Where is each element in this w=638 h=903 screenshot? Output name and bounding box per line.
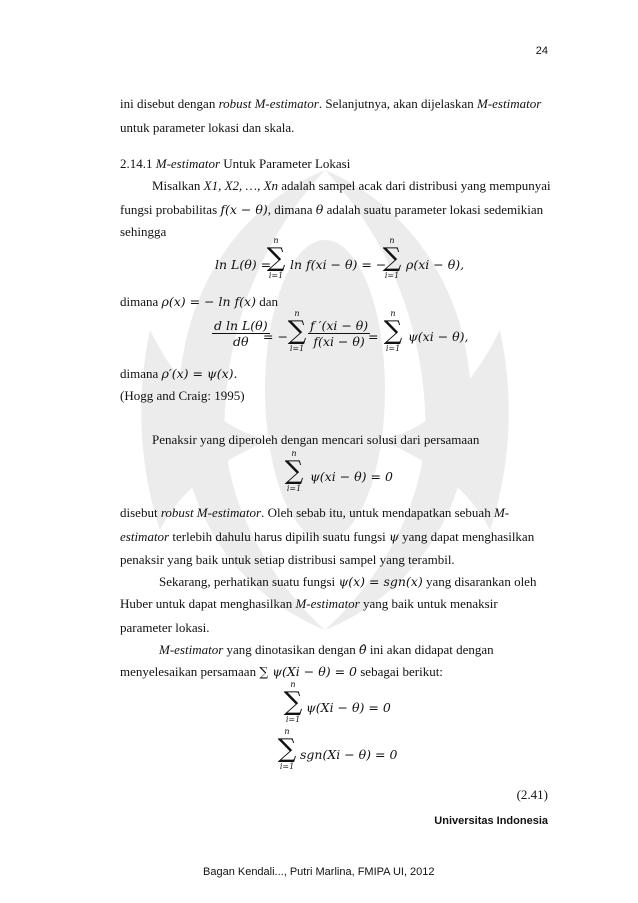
math-inline: θ xyxy=(315,202,324,217)
math-vars: X1, X2, …, Xn xyxy=(203,178,279,193)
text-line: parameter lokasi. xyxy=(120,620,210,635)
text: yang disarankan oleh xyxy=(422,574,537,589)
sum-upper: n xyxy=(284,727,290,736)
math-inline: ψ xyxy=(389,529,399,544)
sum-symbol xyxy=(379,236,405,280)
sum-upper: n xyxy=(273,236,279,245)
math-inline: ∑ ψ(Xi − θ) = 0 xyxy=(259,664,357,679)
text-line xyxy=(120,366,238,382)
text: Misalkan xyxy=(152,178,204,193)
text: ini disebut dengan xyxy=(120,96,219,111)
text-italic: M-estimator xyxy=(295,596,360,611)
equation-5-body: sgn(Xi − θ) = 0 xyxy=(300,747,398,762)
text-line xyxy=(159,642,494,658)
sigma-icon: ∑ xyxy=(287,316,307,346)
text: yang baik untuk menaksir xyxy=(359,596,498,611)
page-footer: Bagan Kendali..., Putri Marlina, FMIPA UI, 2012 xyxy=(203,866,435,878)
equation-2-eq2: = xyxy=(368,329,379,344)
fraction-denominator: f(xi − θ) xyxy=(313,334,365,349)
text-line xyxy=(159,574,536,590)
text: menyelesaikan persamaan xyxy=(120,664,260,679)
text: adalah sampel acak dari distribusi yang mempunyai xyxy=(278,178,551,193)
text-italic: M-estimator xyxy=(159,642,224,657)
text: adalah suatu parameter lokasi sedemikian xyxy=(323,202,544,217)
sigma-icon: ∑ xyxy=(283,687,303,717)
fraction-numerator: d ln L(θ) xyxy=(214,318,268,333)
sum-upper: n xyxy=(390,309,396,318)
text-italic: M-estimator xyxy=(476,96,542,111)
text: fungsi probabilitas xyxy=(120,202,221,217)
sigma-icon: ∑ xyxy=(284,456,304,486)
sum-lower: i=1 xyxy=(385,344,401,353)
math-inline: ψ(x) = sgn(x) xyxy=(338,574,423,589)
text-line xyxy=(120,664,443,680)
equation-2-frac1 xyxy=(212,318,270,349)
sigma-icon: ∑ xyxy=(383,316,403,346)
sum-lower: i=1 xyxy=(289,344,305,353)
sum-symbol xyxy=(380,309,406,353)
sum-lower: i=1 xyxy=(384,271,400,280)
text: terlebih dahulu harus dipilih suatu fungsi xyxy=(169,529,390,544)
text-italic: estimator xyxy=(120,529,170,544)
math-inline: ρ(x) = − ln f(x) xyxy=(161,294,256,309)
sum-symbol xyxy=(263,236,289,280)
university-label: Universitas Indonesia xyxy=(434,815,548,827)
text-line: Penaksir yang diperoleh dengan mencari solusi dari persamaan xyxy=(152,432,480,447)
text-italic: robust M-estimator xyxy=(160,505,262,520)
page-number: 24 xyxy=(535,45,548,57)
text: , dimana xyxy=(267,202,316,217)
equation-2-eq: = − xyxy=(263,329,288,344)
text: yang dapat menghasilkan xyxy=(398,529,535,544)
text: dimana xyxy=(120,366,162,381)
text: Huber untuk dapat menghasilkan xyxy=(120,596,296,611)
sigma-icon: ∑ xyxy=(382,243,402,273)
sum-symbol xyxy=(281,449,307,493)
text-line: untuk parameter lokasi dan skala. xyxy=(120,120,295,135)
sum-symbol xyxy=(284,309,310,353)
text-line xyxy=(152,178,551,194)
sum-symbol xyxy=(280,680,306,724)
sum-symbol xyxy=(274,727,300,771)
text-line xyxy=(120,596,498,612)
equation-3-body: ψ(xi − θ) = 0 xyxy=(310,469,393,484)
text: . Selanjutnya, akan dijelaskan xyxy=(318,96,477,111)
text: yang dinotasikan dengan xyxy=(223,642,360,657)
equation-1-mid: ln f(xi − θ) = − xyxy=(290,257,387,272)
text-line xyxy=(120,294,278,310)
section-number: 2.14.1 xyxy=(120,156,156,171)
equation-1-rhs: ρ(xi − θ), xyxy=(406,257,465,272)
text-line: penaksir yang baik untuk setiap distribusi sampel yang terambil. xyxy=(120,552,455,567)
section-heading xyxy=(120,156,350,172)
fraction-denominator: dθ xyxy=(233,334,249,349)
text: ini akan didapat dengan xyxy=(366,642,494,657)
sum-upper: n xyxy=(294,309,300,318)
math-inline: ρ′(x) = ψ(x). xyxy=(161,366,238,381)
text-line xyxy=(120,202,543,218)
sum-lower: i=1 xyxy=(285,715,301,724)
text: Sekarang, perhatikan suatu fungsi xyxy=(159,574,339,589)
sum-lower: i=1 xyxy=(268,271,284,280)
text-line xyxy=(120,96,541,112)
text: . Oleh sebab itu, untuk mendapatkan sebuah xyxy=(261,505,494,520)
sigma-icon: ∑ xyxy=(277,734,297,764)
equation-4-body: ψ(Xi − θ) = 0 xyxy=(306,700,391,715)
section-title-italic: M-estimator xyxy=(155,156,221,171)
fraction-numerator: f ′(xi − θ) xyxy=(310,318,369,333)
sum-upper: n xyxy=(290,680,296,689)
sigma-icon: ∑ xyxy=(266,243,286,273)
sum-lower: i=1 xyxy=(279,762,295,771)
sum-lower: i=1 xyxy=(286,484,302,493)
text: dimana xyxy=(120,294,162,309)
text-line: sehingga xyxy=(120,224,167,239)
equation-number: (2.41) xyxy=(516,787,548,802)
text: dan xyxy=(256,294,279,309)
citation: (Hogg and Craig: 1995) xyxy=(120,388,245,403)
text-italic: M- xyxy=(493,505,510,520)
text-line xyxy=(120,529,534,545)
section-title: Untuk Parameter Lokasi xyxy=(220,156,351,171)
sum-upper: n xyxy=(291,449,297,458)
math-inline: f(x − θ) xyxy=(220,202,268,217)
text-line xyxy=(120,505,509,521)
text: disebut xyxy=(120,505,161,520)
sum-upper: n xyxy=(389,236,395,245)
text-italic: robust M-estimator xyxy=(218,96,319,111)
equation-2-frac2 xyxy=(308,318,370,349)
equation-1-lhs: ln L(θ) = xyxy=(215,257,272,272)
math-inline: θ̂ xyxy=(359,642,367,657)
equation-2-rhs: ψ(xi − θ), xyxy=(408,329,469,344)
text: sebagai berikut: xyxy=(357,664,443,679)
